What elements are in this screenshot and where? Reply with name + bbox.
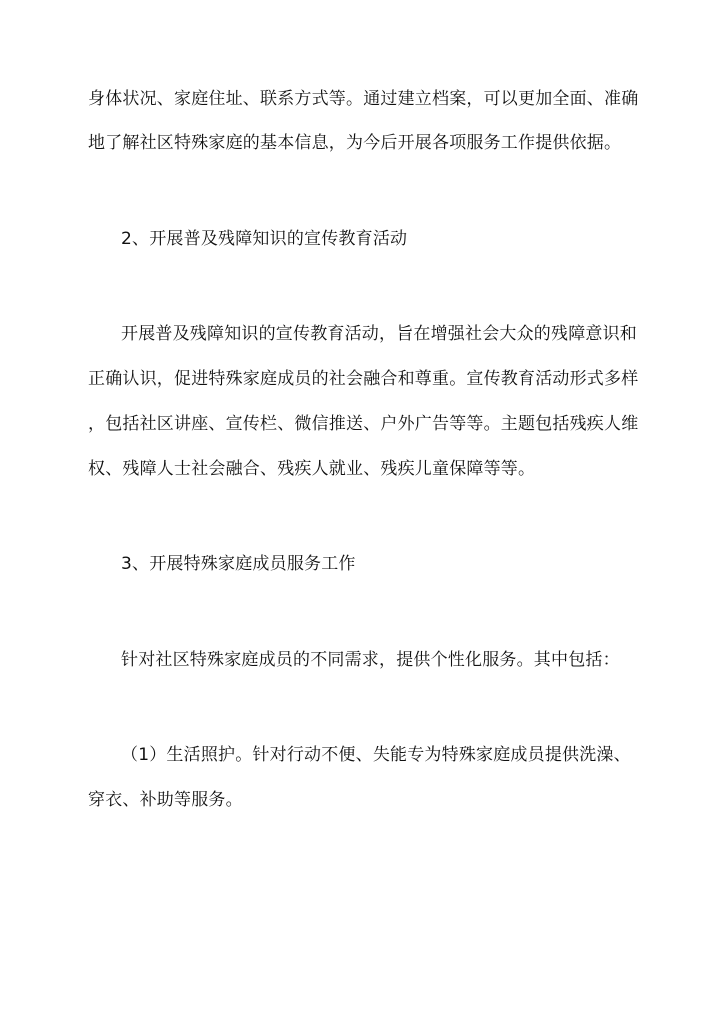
- section-heading: 2、开展普及残障知识的宣传教育活动: [121, 229, 408, 249]
- paragraph-line: 正确认识，促进特殊家庭成员的社会融合和尊重。宣传教育活动形式多样: [88, 369, 639, 389]
- list-item-line: （1）生活照护。针对行动不便、失能专为特殊家庭成员提供洗澡、: [121, 745, 631, 765]
- paragraph-line: 权、残障人士社会融合、残疾人就业、残疾儿童保障等等。: [88, 459, 536, 479]
- paragraph-line: 针对社区特殊家庭成员的不同需求，提供个性化服务。其中包括：: [121, 650, 620, 670]
- paragraph-line: 身体状况、家庭住址、联系方式等。通过建立档案，可以更加全面、准确: [88, 89, 639, 109]
- paragraph-line: ，包括社区讲座、宣传栏、微信推送、户外广告等等。主题包括残疾人维: [88, 414, 639, 434]
- list-item-line: 穿衣、补助等服务。: [88, 790, 243, 810]
- paragraph-line: 开展普及残障知识的宣传教育活动，旨在增强社会大众的残障意识和: [121, 324, 637, 344]
- paragraph-line: 地了解社区特殊家庭的基本信息，为今后开展各项服务工作提供依据。: [88, 133, 622, 153]
- section-heading: 3、开展特殊家庭成员服务工作: [121, 554, 356, 574]
